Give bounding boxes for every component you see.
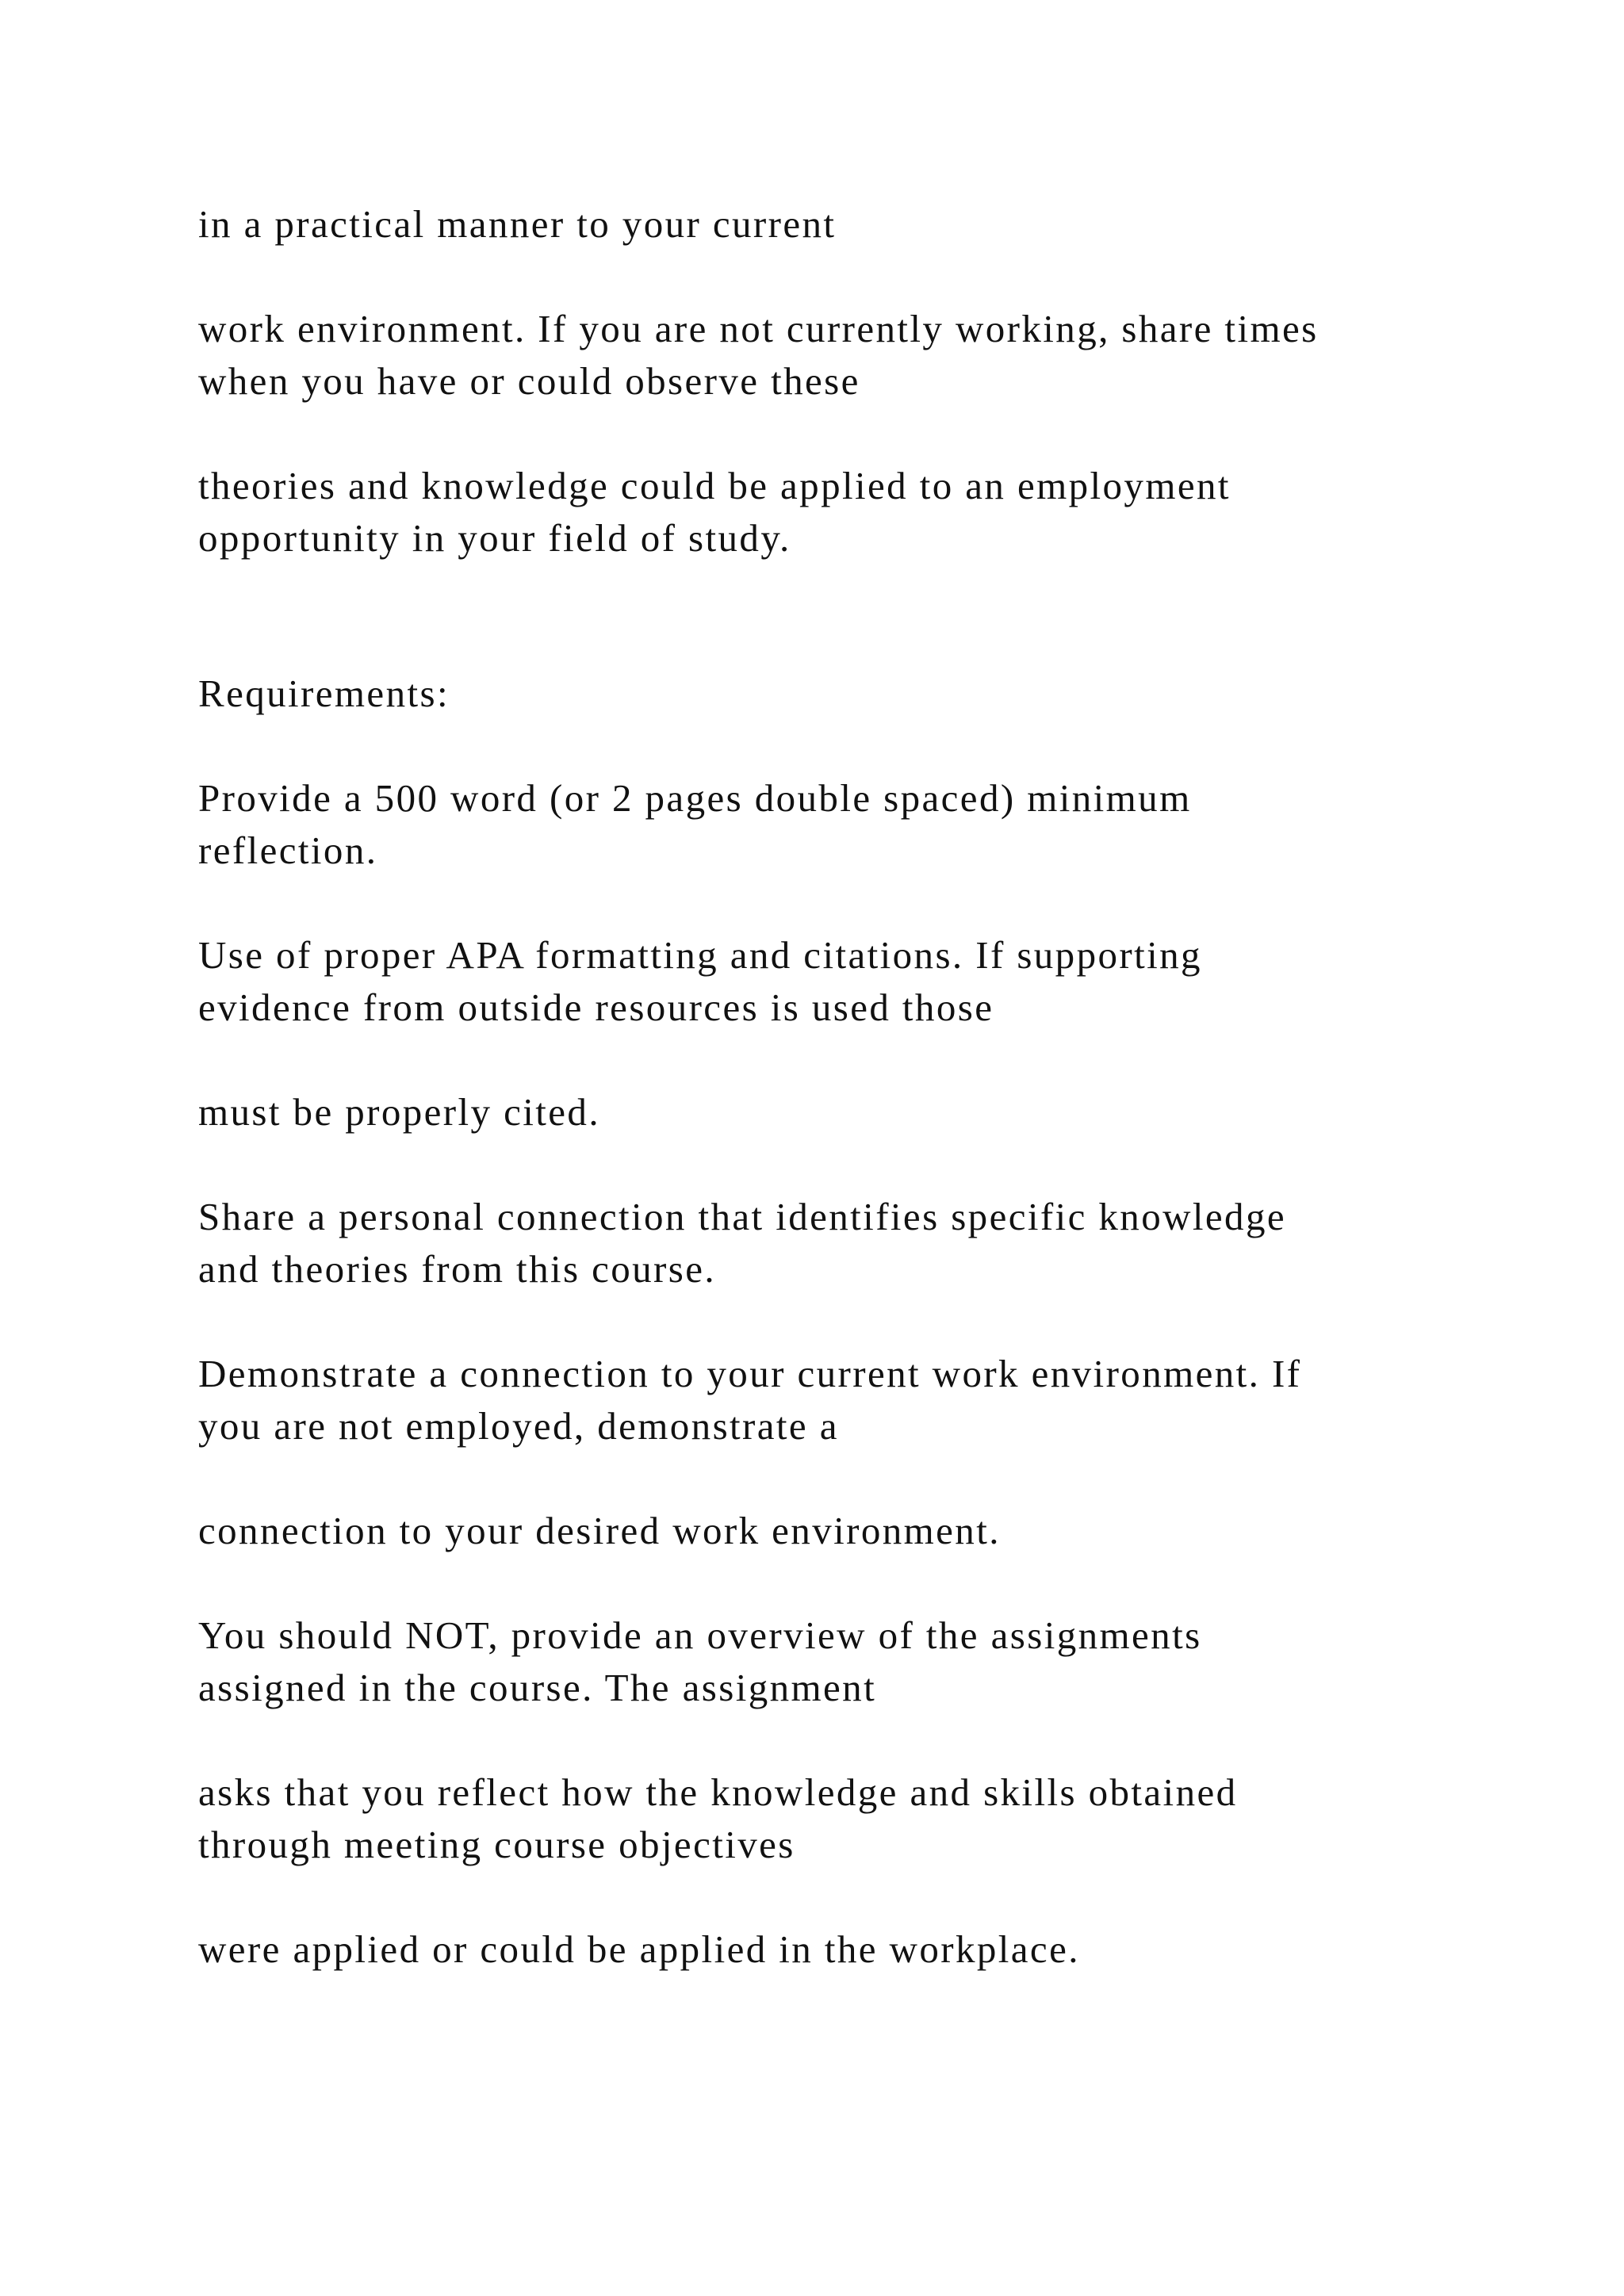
paragraph-line: Share a personal connection that identifies specific knowledge bbox=[198, 1195, 1287, 1238]
paragraph-line: Demonstrate a connection to your current work environment. If bbox=[198, 1352, 1302, 1395]
paragraph-line: asks that you reflect how the knowledge and skills obtained bbox=[198, 1770, 1238, 1814]
requirement-work-connection-cont bbox=[198, 1505, 1483, 1557]
requirement-apa bbox=[198, 929, 1483, 1034]
paragraph-line: evidence from outside resources is used those bbox=[198, 985, 994, 1029]
paragraph-line: You should NOT, provide an overview of the assignments bbox=[198, 1613, 1202, 1657]
requirement-work-connection bbox=[198, 1348, 1483, 1452]
requirement-reflect bbox=[198, 1766, 1483, 1871]
paragraph-line: assigned in the course. The assignment bbox=[198, 1666, 877, 1709]
requirements-heading bbox=[198, 668, 1483, 720]
paragraph-line: when you have or could observe these bbox=[198, 359, 860, 403]
paragraph-2 bbox=[198, 303, 1483, 408]
paragraph-line: and theories from this course. bbox=[198, 1247, 717, 1291]
paragraph-line: theories and knowledge could be applied to an employment bbox=[198, 464, 1231, 507]
requirement-reflect-cont bbox=[198, 1923, 1483, 1976]
paragraph-1 bbox=[198, 198, 1483, 251]
paragraph-line: must be properly cited. bbox=[198, 1090, 600, 1134]
paragraph-line: through meeting course objectives bbox=[198, 1823, 795, 1866]
paragraph-line: opportunity in your field of study. bbox=[198, 516, 791, 560]
paragraph-line: in a practical manner to your current bbox=[198, 202, 837, 246]
requirement-no-overview bbox=[198, 1609, 1483, 1714]
paragraph-3 bbox=[198, 460, 1483, 564]
paragraph-line: you are not employed, demonstrate a bbox=[198, 1404, 839, 1448]
paragraph-line: Requirements: bbox=[198, 672, 450, 715]
requirement-apa-cont bbox=[198, 1086, 1483, 1138]
paragraph-line: were applied or could be applied in the workplace. bbox=[198, 1927, 1080, 1971]
paragraph-line: work environment. If you are not currently working, share times bbox=[198, 307, 1319, 350]
paragraph-line: reflection. bbox=[198, 828, 378, 872]
requirement-word-count bbox=[198, 772, 1483, 877]
paragraph-line: Use of proper APA formatting and citations. If supporting bbox=[198, 933, 1202, 977]
paragraph-line: connection to your desired work environment. bbox=[198, 1509, 1001, 1552]
paragraph-line: Provide a 500 word (or 2 pages double spaced) minimum bbox=[198, 776, 1192, 820]
requirement-personal-connection bbox=[198, 1191, 1483, 1295]
